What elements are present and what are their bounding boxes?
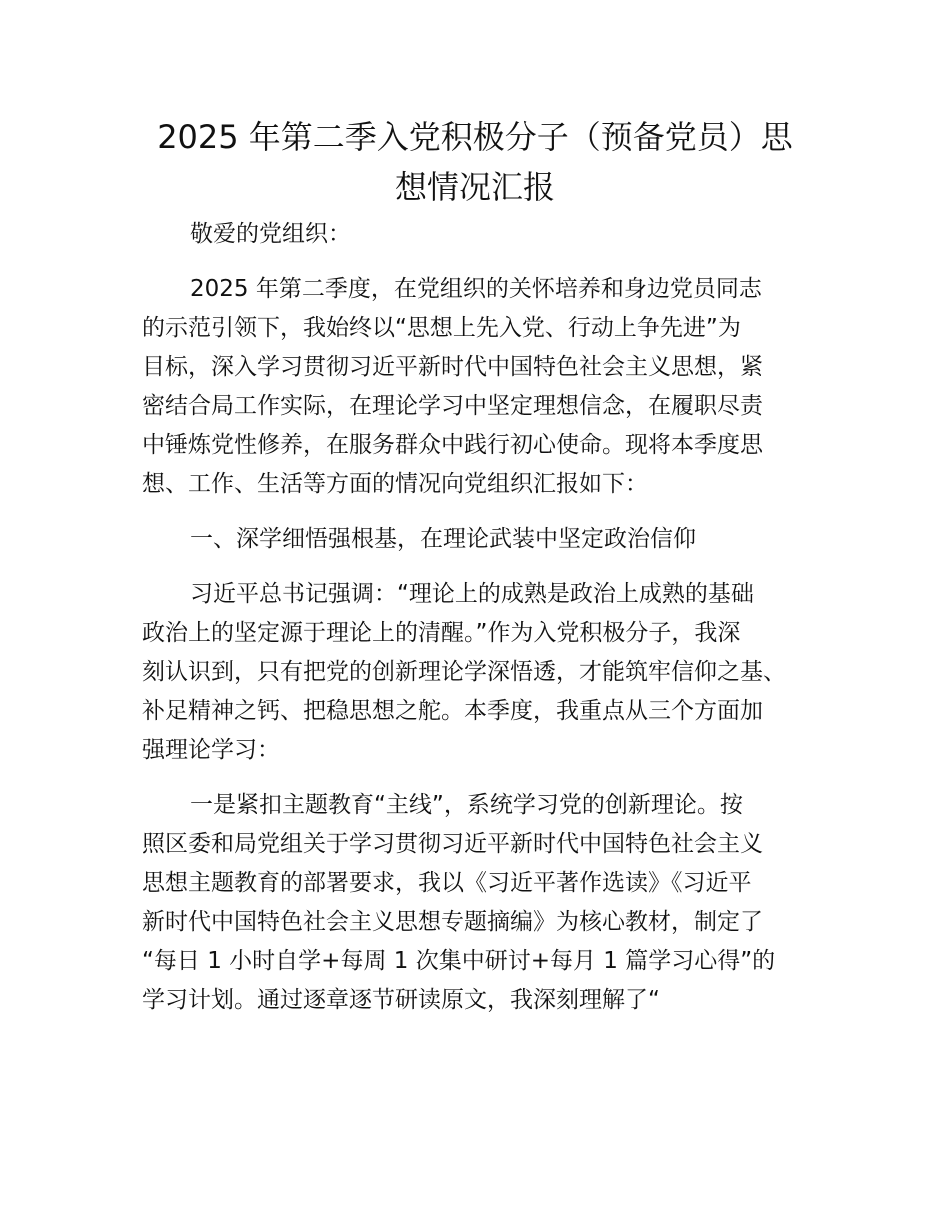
paragraph-line: “每日 1 小时自学+每周 1 次集中研讨+每月 1 篇学习心得”的 <box>142 948 776 974</box>
paragraph-line: 2025 年第二季度，在党组织的关怀培养和身边党员同志 <box>190 276 762 302</box>
title-line: 2025 年第二季入党积极分子（预备党员）思 <box>157 118 793 156</box>
paragraph-line: 补足精神之钙、把稳思想之舵。本季度，我重点从三个方面加 <box>142 698 763 724</box>
paragraph-line: 密结合局工作实际，在理论学习中坚定理想信念，在履职尽责 <box>142 393 763 419</box>
paragraph-line: 政治上的坚定源于理论上的清醒。”作为入党积极分子，我深 <box>142 620 741 646</box>
paragraph-line: 刻认识到，只有把党的创新理论学深悟透，才能筑牢信仰之基、 <box>142 659 786 685</box>
document-body <box>142 215 812 1036</box>
paragraph-line: 习近平总书记强调：“理论上的成熟是政治上成熟的基础 <box>190 581 754 607</box>
paragraph-line: 思想主题教育的部署要求，我以《习近平著作选读》《习近平 <box>142 870 752 896</box>
section-heading-line: 一、深学细悟强根基，在理论武装中坚定政治信仰 <box>190 526 696 552</box>
salutation <box>142 215 812 254</box>
paragraph-intro <box>142 270 812 504</box>
paragraph-line: 强理论学习： <box>142 737 280 763</box>
title-line: 想情况汇报 <box>394 168 555 206</box>
paragraph-point-one <box>142 786 812 1020</box>
paragraph-line: 新时代中国特色社会主义思想专题摘编》为核心教材，制定了 <box>142 909 763 935</box>
paragraph-line: 想、工作、生活等方面的情况向党组织汇报如下： <box>142 471 648 497</box>
paragraph-line: 的示范引领下，我始终以“思想上先入党、行动上争先进”为 <box>142 315 741 341</box>
paragraph-line: 照区委和局党组关于学习贯彻习近平新时代中国特色社会主义 <box>142 831 763 857</box>
paragraph-line: 学习计划。通过逐章逐节研读原文，我深刻理解了“ <box>142 987 660 1013</box>
document-title <box>140 112 810 212</box>
paragraph-line: 目标，深入学习贯彻习近平新时代中国特色社会主义思想，紧 <box>142 354 763 380</box>
salutation-line: 敬爱的党组织： <box>190 221 351 247</box>
section-heading <box>142 520 812 559</box>
paragraph-quote <box>142 575 812 770</box>
paragraph-line: 一是紧扣主题教育“主线”，系统学习党的创新理论。按 <box>190 792 743 818</box>
paragraph-line: 中锤炼党性修养，在服务群众中践行初心使命。现将本季度思 <box>142 432 763 458</box>
